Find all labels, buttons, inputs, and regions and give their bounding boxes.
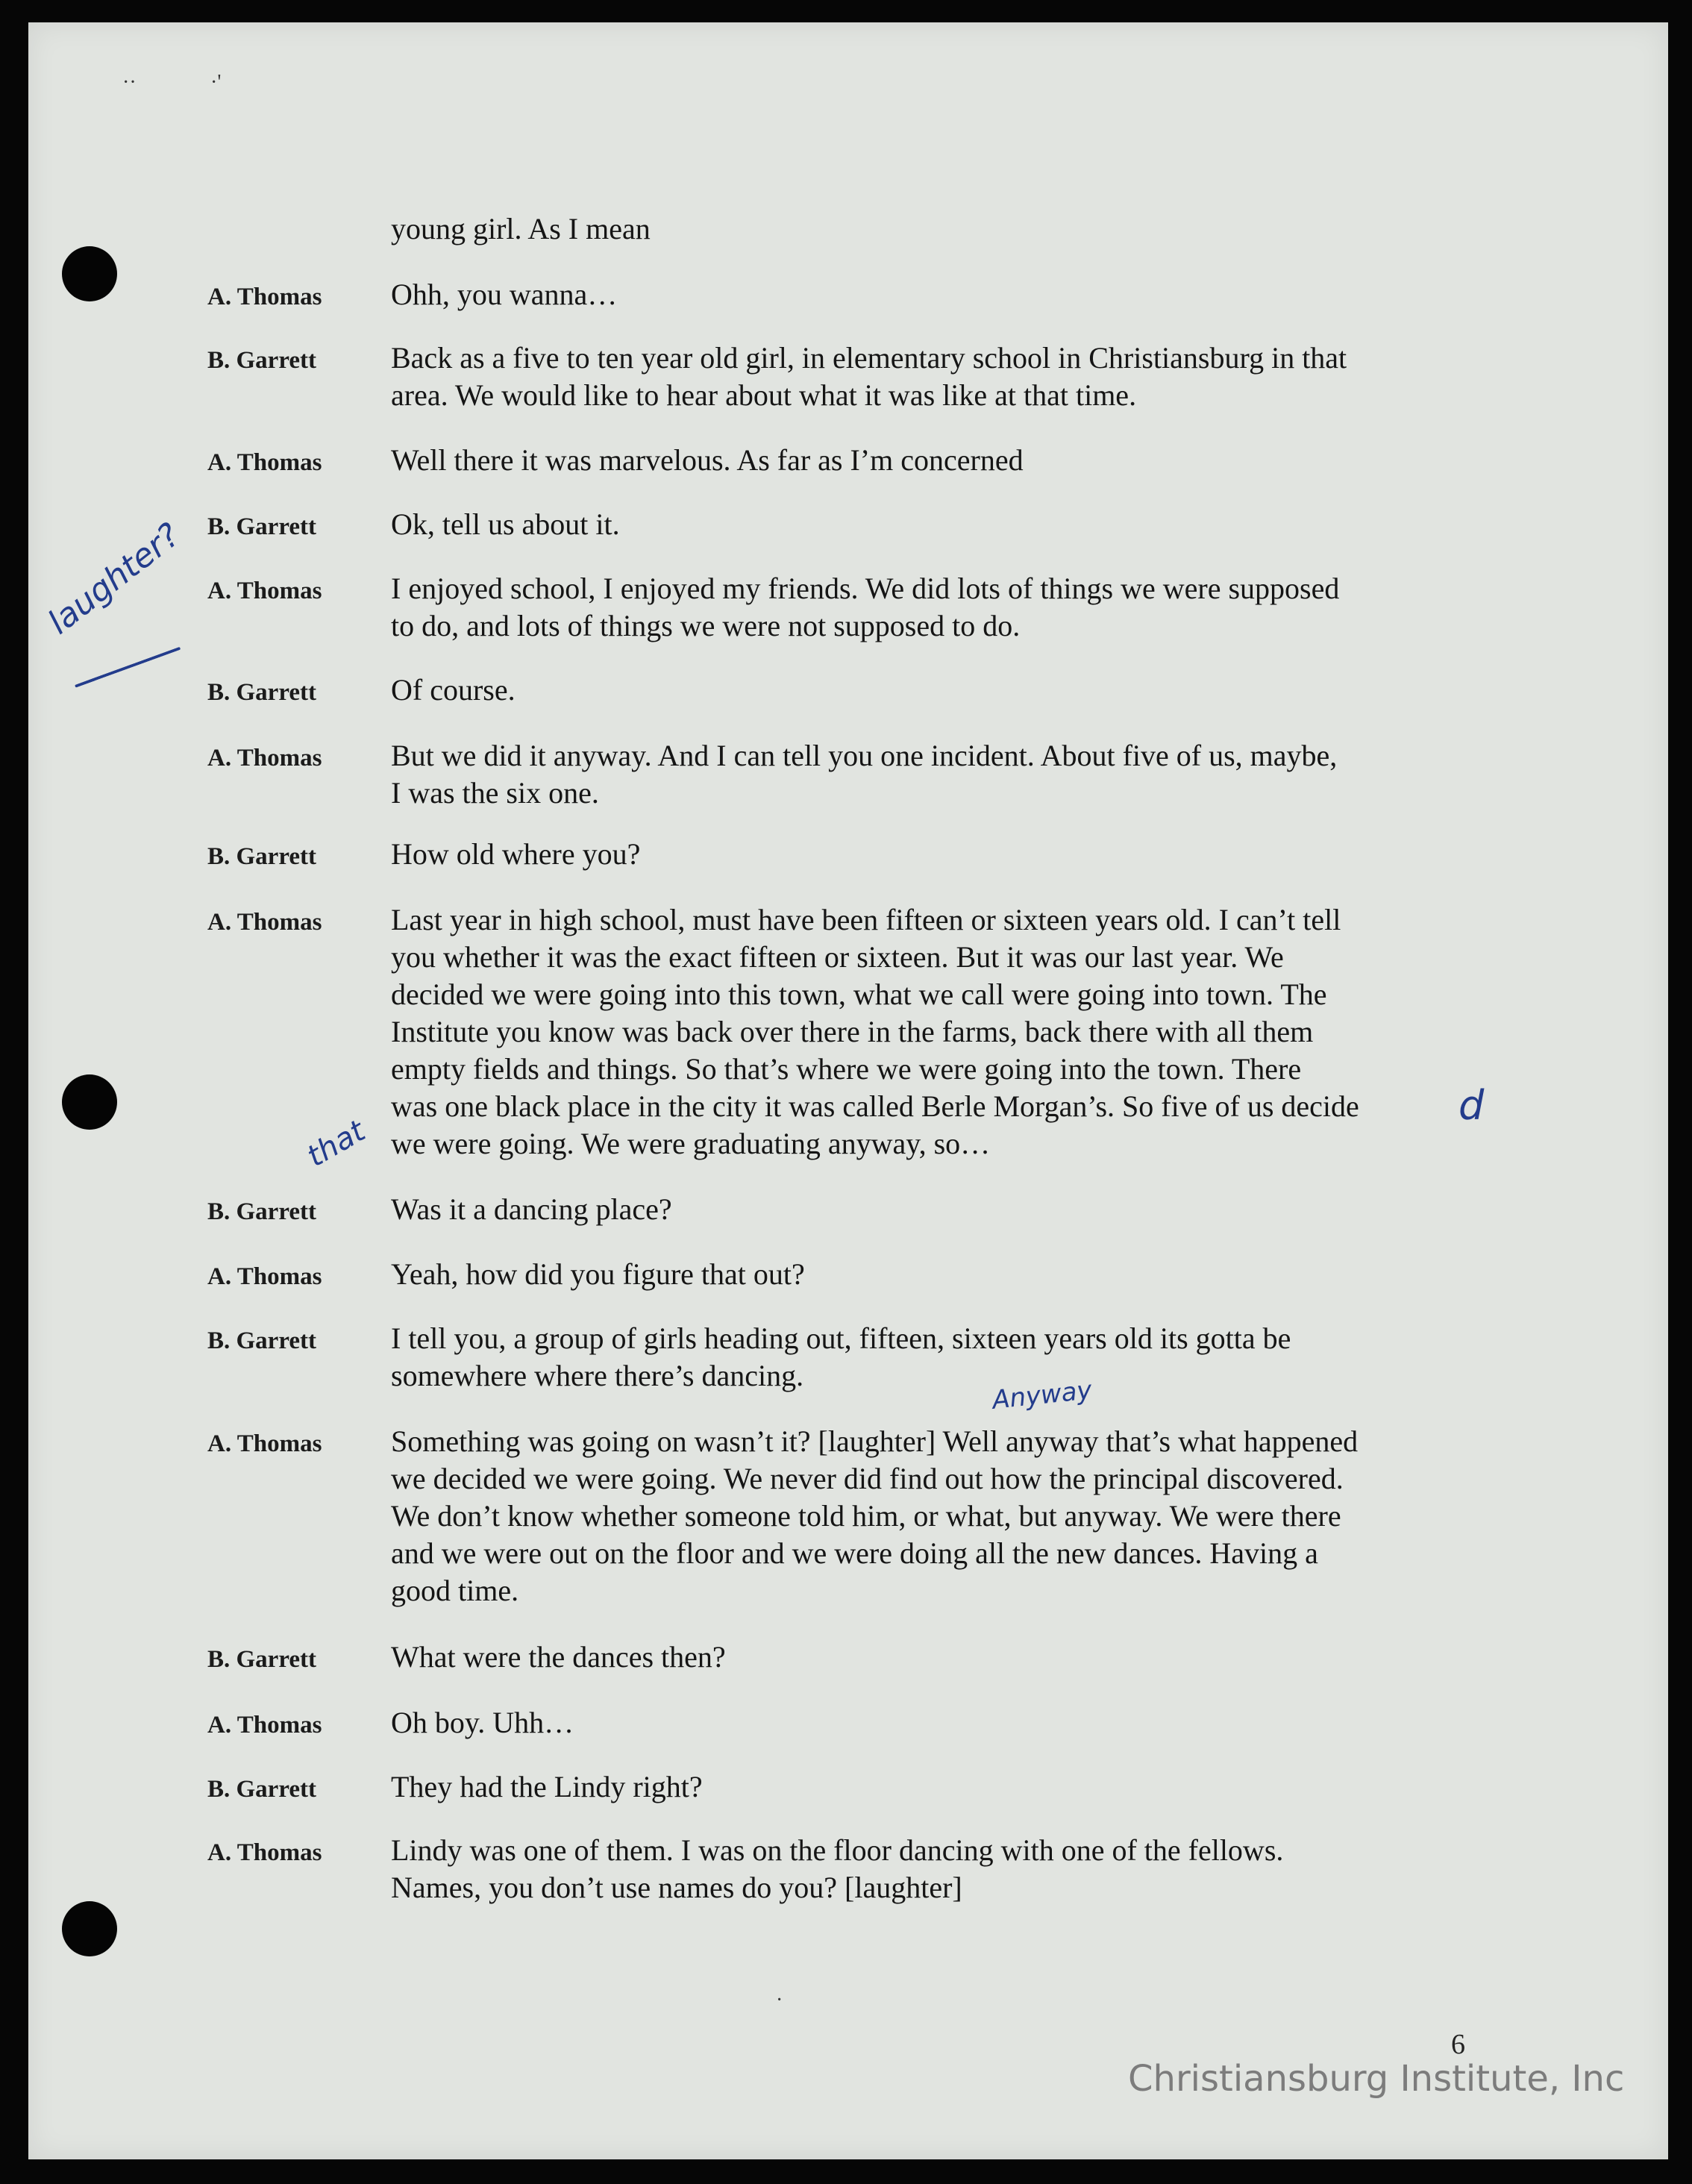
speech-text [391,442,1510,479]
speech-line: How old where you? [391,837,641,871]
speech-line: Ok, tell us about it. [391,507,620,541]
speech-text [391,1704,1510,1742]
speaker-label: A. Thomas [207,745,322,772]
watermark: Christiansburg Institute, Inc [1128,2058,1625,2100]
speech-line: and we were out on the floor and we were doing all the new dances. Having a [391,1536,1318,1570]
speech-line: area. We would like to hear about what it was like at that time. [391,378,1137,412]
speech-line: empty fields and things. So that’s where we were going into the town. There [391,1052,1302,1086]
speck: ·' [210,71,222,94]
speaker-label: A. Thomas [207,578,322,604]
punch-hole [62,246,117,301]
punch-hole [62,1901,117,1956]
speech-text [391,1423,1510,1609]
speech-line: somewhere where there’s dancing. [391,1359,804,1392]
speaker-label: A. Thomas [207,449,322,476]
speech-line: young girl. As I mean [391,212,651,245]
speech-line: Ohh, you wanna… [391,278,618,311]
speech-line: was one black place in the city it was called Berle Morgan’s. So five of us decide [391,1089,1359,1123]
speech-line: I tell you, a group of girls heading out, fifteen, sixteen years old its gotta be [391,1321,1291,1355]
handwritten-note-laughter: laughter? [41,516,187,642]
handwritten-note-that: that [301,1113,372,1174]
speech-text [391,506,1510,543]
speech-text [391,836,1510,873]
speech-line: you whether it was the exact fifteen or sixteen. But it was our last year. We [391,940,1284,974]
speech-line: Institute you know was back over there in the farms, back there with all them [391,1015,1314,1048]
speech-line: Back as a five to ten year old girl, in elementary school in Christiansburg in that [391,341,1347,375]
speaker-label: A. Thomas [207,1712,322,1739]
speaker-label: A. Thomas [207,284,322,310]
speech-text [391,1256,1510,1293]
speech-line: we decided we were going. We never did find out how the principal discovered. [391,1462,1344,1495]
speaker-label: B. Garrett [207,1646,317,1673]
speaker-label: B. Garrett [207,679,317,706]
speech-line: Yeah, how did you figure that out? [391,1257,805,1291]
speech-text [391,1639,1510,1676]
speech-line: They had the Lindy right? [391,1770,703,1803]
speaker-label: B. Garrett [207,347,317,374]
speech-line: Names, you don’t use names do you? [laughter] [391,1871,962,1904]
speaker-label: A. Thomas [207,1430,322,1457]
speech-line: I was the six one. [391,776,599,810]
speech-line: Was it a dancing place? [391,1192,672,1226]
speech-line: Well there it was marvelous. As far as I’m concerned [391,443,1024,477]
speech-text [391,1191,1510,1228]
speaker-label: A. Thomas [207,1839,322,1866]
speech-text [391,276,1510,313]
speck: · [776,1989,783,2012]
speech-line: Last year in high school, must have been fifteen or sixteen years old. I can’t tell [391,903,1341,936]
speech-text [391,1768,1510,1806]
speech-text [391,672,1510,709]
punch-hole [62,1074,117,1130]
speaker-label: A. Thomas [207,909,322,936]
speech-line: Of course. [391,673,516,707]
speech-line: But we did it anyway. And I can tell you one incident. About five of us, maybe, [391,739,1338,772]
speaker-label: B. Garrett [207,1776,317,1803]
speech-text [391,901,1510,1163]
speck: ·· [122,71,137,94]
speech-text [391,1832,1510,1906]
speech-line: we were going. We were graduating anyway, so… [391,1127,991,1160]
speaker-label: B. Garrett [207,513,317,540]
speaker-label: A. Thomas [207,1263,322,1290]
speech-line: decided we were going into this town, what we call were going into town. The [391,977,1327,1011]
speech-text [391,570,1510,645]
speech-line: What were the dances then? [391,1640,726,1674]
page-number: 6 [1451,2029,1465,2060]
speech-text [391,210,1510,248]
speech-line: Oh boy. Uhh… [391,1706,574,1739]
speaker-label: B. Garrett [207,843,317,870]
speaker-label: B. Garrett [207,1327,317,1354]
speech-text [391,1320,1510,1395]
handwritten-note-d: d [1458,1082,1485,1129]
speech-line: Lindy was one of them. I was on the floor dancing with one of the fellows. [391,1833,1284,1867]
speech-line: Something was going on wasn’t it? [laughter] Well anyway that’s what happened [391,1424,1359,1458]
speech-text [391,737,1510,812]
handwritten-note-anyway: Anyway [991,1375,1094,1415]
speech-line: I enjoyed school, I enjoyed my friends. We did lots of things we were supposed [391,572,1340,605]
speech-line: to do, and lots of things we were not supposed to do. [391,609,1021,642]
speech-line: good time. [391,1574,519,1607]
speech-text [391,340,1510,414]
speech-line: We don’t know whether someone told him, or what, but anyway. We were there [391,1499,1341,1533]
speaker-label: B. Garrett [207,1198,317,1225]
